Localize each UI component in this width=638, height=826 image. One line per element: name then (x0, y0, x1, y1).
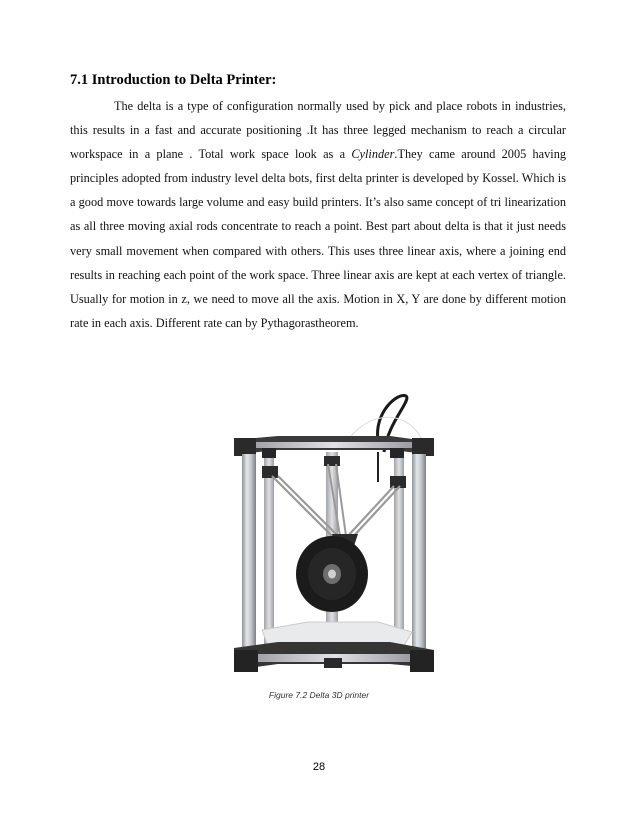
figure-caption: Figure 7.2 Delta 3D printer (268, 690, 370, 700)
paragraph-text-end: .They came around 2005 having principles adopted from industry level delta bots, first delta printer is developed by Kossel. Which is a good move towards large volume and easy build printers. It’s also same concept of tri linearization as all three moving axial rods concentrate to reach a point. Best part about delta is that it just needs very small movement when compared with others. This uses three linear axis, where a joining end results in reaching each point of the work space. Three linear axis are kept at each vertex of triangle. Usually for motion in z, we need to move all the axis. Motion in X, Y are done by different motion rate in each axis. Different rate can by Pythagorastheorem. (70, 147, 566, 330)
section-paragraph (70, 94, 566, 335)
section-heading: 7.1 Introduction to Delta Printer: (70, 72, 277, 88)
delta-printer-illustration (228, 392, 440, 690)
paragraph-italic-term: Cylinder (351, 147, 395, 162)
delta-printer-figure (228, 392, 440, 690)
paragraph-text-start: The delta is a type of configuration normally used by pick and place robots in industries, this results in a fast and accurate positioning .It has three legged mechanism to reach a circular workspace in a plane . Total work space look as a (70, 99, 566, 162)
page-number: 28 (312, 761, 326, 773)
